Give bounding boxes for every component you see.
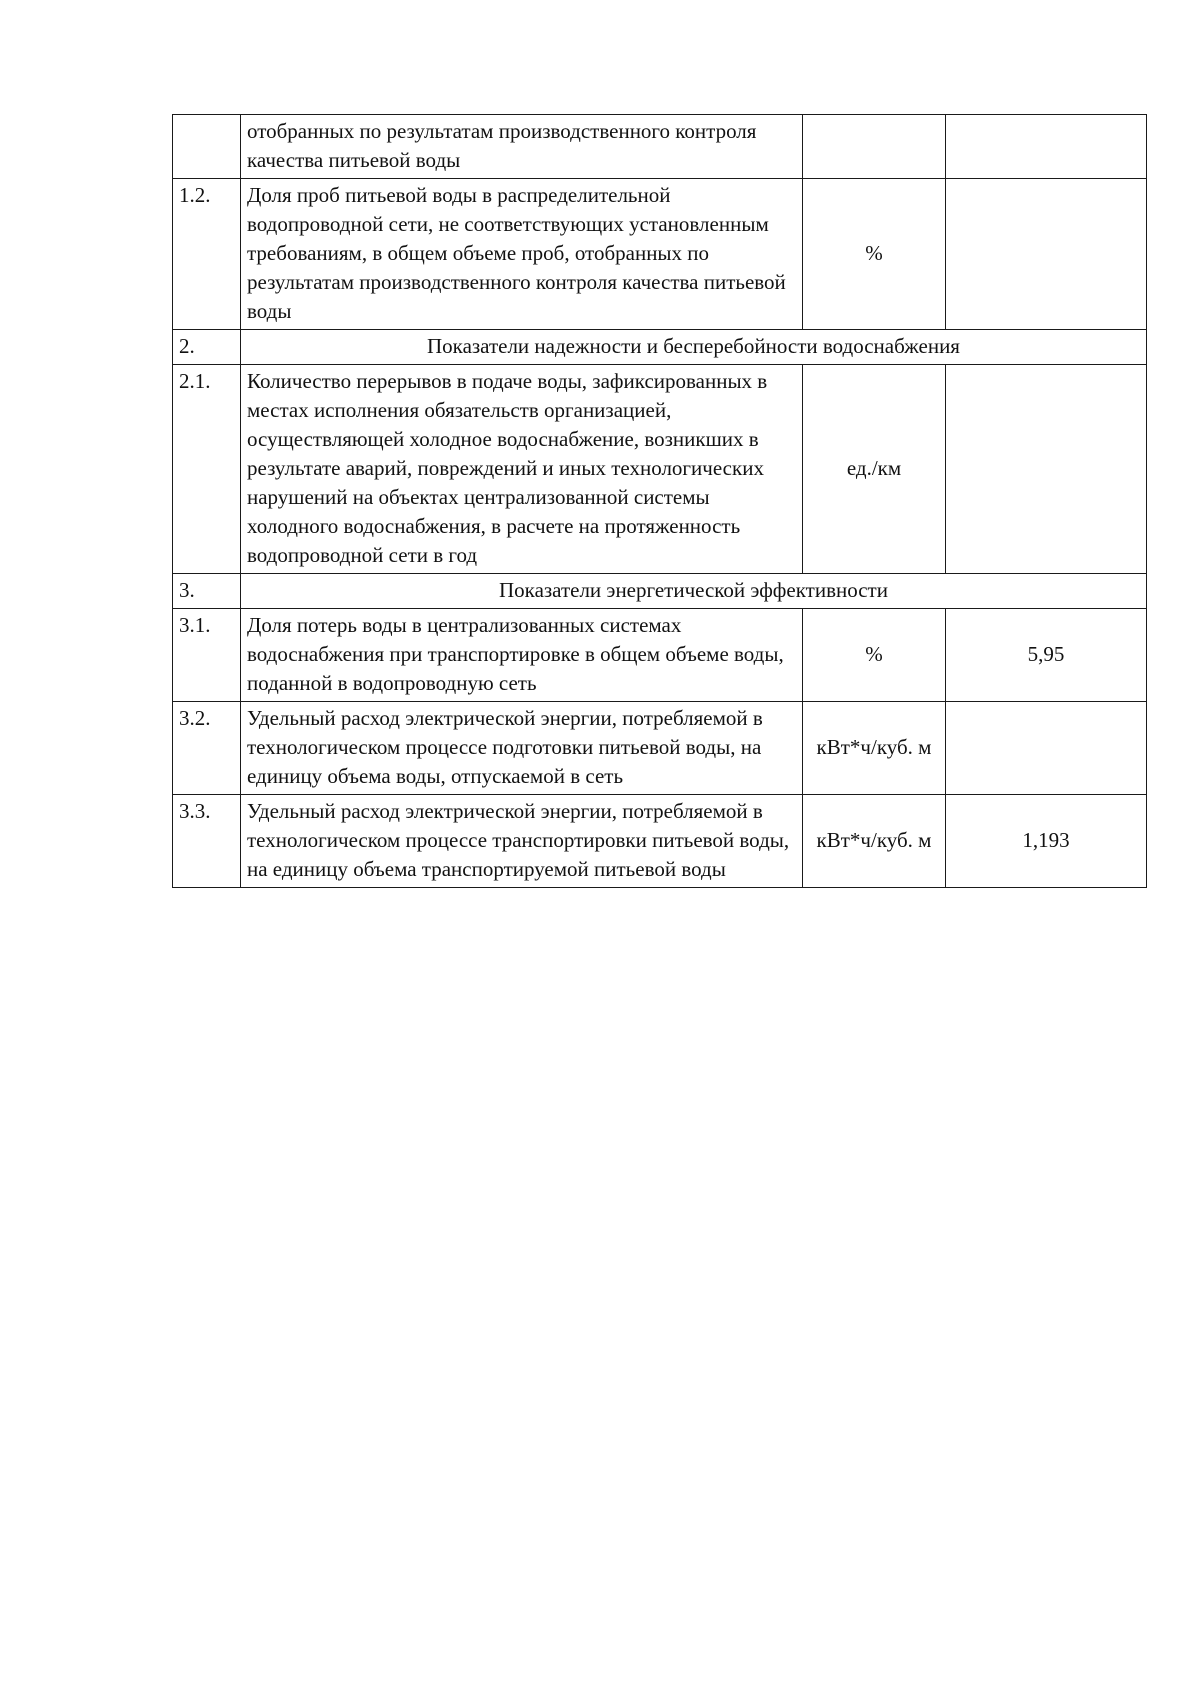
- value-cell: [946, 179, 1147, 330]
- table-row: [173, 702, 1147, 795]
- row-number: 3.2.: [173, 702, 241, 795]
- value-cell: 5,95: [946, 609, 1147, 702]
- unit-cell: [803, 115, 946, 179]
- table-row: [173, 365, 1147, 574]
- section-row: [173, 574, 1147, 609]
- section-title: Показатели надежности и бесперебойности водоснабжения: [241, 330, 1147, 365]
- section-number: 2.: [173, 330, 241, 365]
- value-cell: [946, 115, 1147, 179]
- unit-cell: кВт*ч/куб. м: [803, 702, 946, 795]
- row-number: 1.2.: [173, 179, 241, 330]
- indicator-name: Удельный расход электрической энергии, потребляемой в технологическом процессе транспортировки питьевой воды, на единицу объема транспортируемой питьевой воды: [241, 795, 803, 888]
- unit-cell: %: [803, 609, 946, 702]
- row-number: [173, 115, 241, 179]
- unit-cell: %: [803, 179, 946, 330]
- indicator-name: Удельный расход электрической энергии, потребляемой в технологическом процессе подготовки питьевой воды, на единицу объема воды, отпускаемой в сеть: [241, 702, 803, 795]
- table-row: [173, 795, 1147, 888]
- unit-cell: ед./км: [803, 365, 946, 574]
- indicator-name: Доля потерь воды в централизованных системах водоснабжения при транспортировке в общем объеме воды, поданной в водопроводную сеть: [241, 609, 803, 702]
- section-number: 3.: [173, 574, 241, 609]
- row-number: 2.1.: [173, 365, 241, 574]
- indicator-name: Количество перерывов в подаче воды, зафиксированных в местах исполнения обязательств организацией, осуществляющей холодное водоснабжение, возникших в результате аварий, повреждений и иных технологических нарушений на объектах централизованной системы холодного водоснабжения, в расчете на протяженность водопроводной сети в год: [241, 365, 803, 574]
- value-cell: [946, 702, 1147, 795]
- section-row: [173, 330, 1147, 365]
- table-row: [173, 179, 1147, 330]
- table-row: [173, 115, 1147, 179]
- indicator-name: отобранных по результатам производственного контроля качества питьевой воды: [241, 115, 803, 179]
- table-row: [173, 609, 1147, 702]
- value-cell: [946, 365, 1147, 574]
- unit-cell: кВт*ч/куб. м: [803, 795, 946, 888]
- row-number: 3.1.: [173, 609, 241, 702]
- section-title: Показатели энергетической эффективности: [241, 574, 1147, 609]
- row-number: 3.3.: [173, 795, 241, 888]
- indicator-name: Доля проб питьевой воды в распределительной водопроводной сети, не соответствующих установленным требованиям, в общем объеме проб, отобранных по результатам производственного контроля качества питьевой воды: [241, 179, 803, 330]
- indicators-table: [172, 114, 1147, 888]
- value-cell: 1,193: [946, 795, 1147, 888]
